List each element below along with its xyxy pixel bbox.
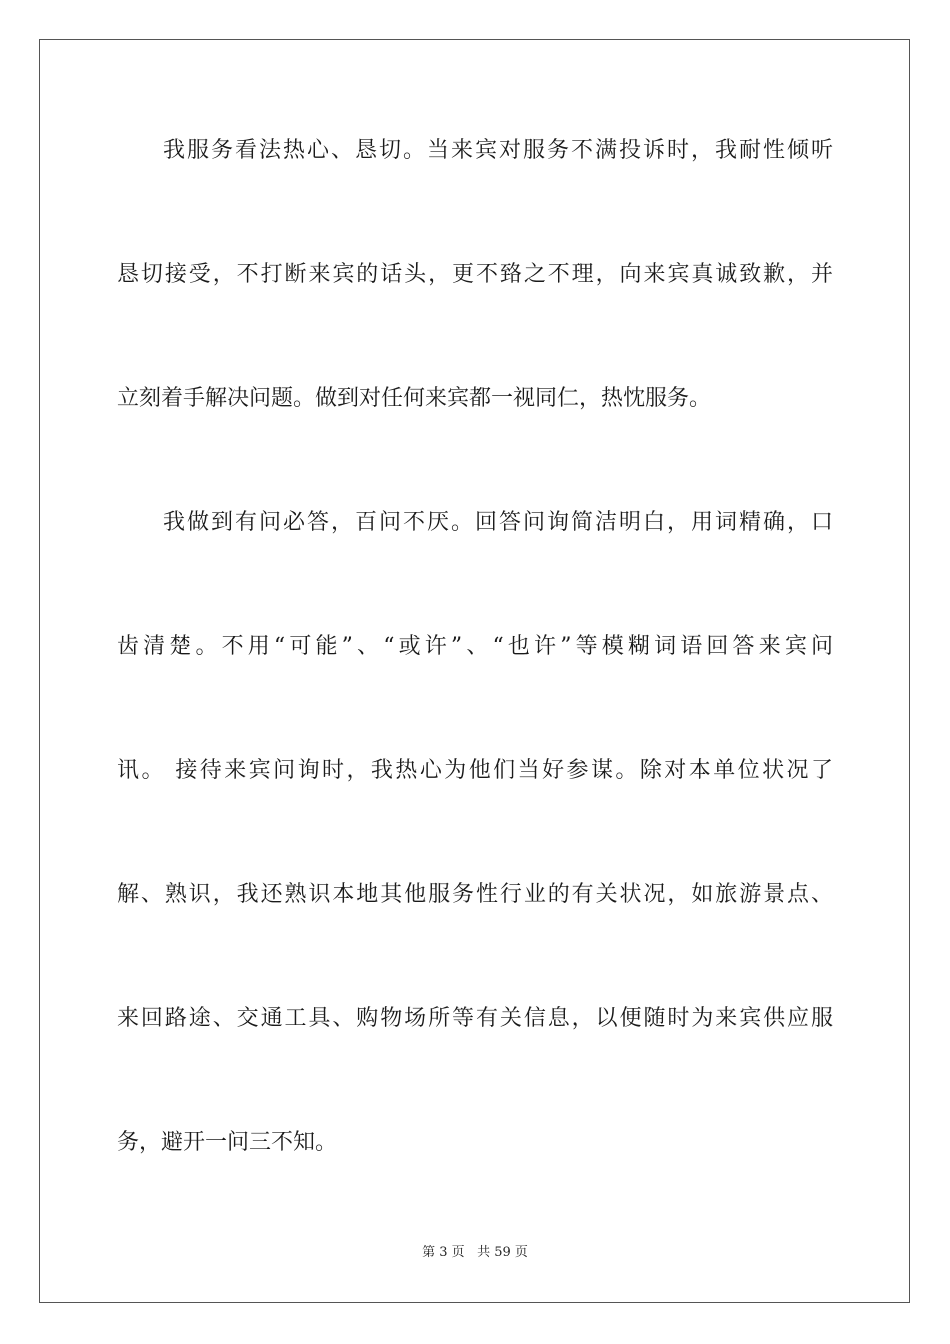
paragraph-2-line-3: 讯。 接待来宾问询时，我热心为他们当好参谋。除对本单位状况了 (117, 758, 833, 783)
paragraph-2-line-4: 解、熟识，我还熟识本地其他服务性行业的有关状况，如旅游景点、 (117, 882, 833, 907)
paragraph-2-line-1: 我做到有问必答，百问不厌。回答问询简洁明白，用词精确，口 (163, 510, 833, 535)
paragraph-1-line-3: 立刻着手解决问题。做到对任何来宾都一视同仁，热忱服务。 (117, 386, 712, 411)
paragraph-2-line-5: 来回路途、交通工具、购物场所等有关信息，以便随时为来宾供应服 (117, 1006, 833, 1031)
paragraph-1-line-1: 我服务看法热心、恳切。当来宾对服务不满投诉时，我耐性倾听 (163, 138, 833, 163)
paragraph-2-line-2: 齿清楚。不用“可能”、“或许”、“也许”等模糊词语回答来宾问 (117, 634, 833, 659)
paragraph-1-line-2: 恳切接受，不打断来宾的话头，更不臵之不理，向来宾真诚致歉，并 (117, 262, 833, 287)
page-footer (0, 1244, 950, 1262)
page-number: 第 3 页 (422, 1245, 465, 1260)
page-total: 共 59 页 (477, 1245, 528, 1260)
paragraph-2-line-6: 务，避开一问三不知。 (117, 1130, 338, 1155)
page-frame (39, 39, 910, 1303)
